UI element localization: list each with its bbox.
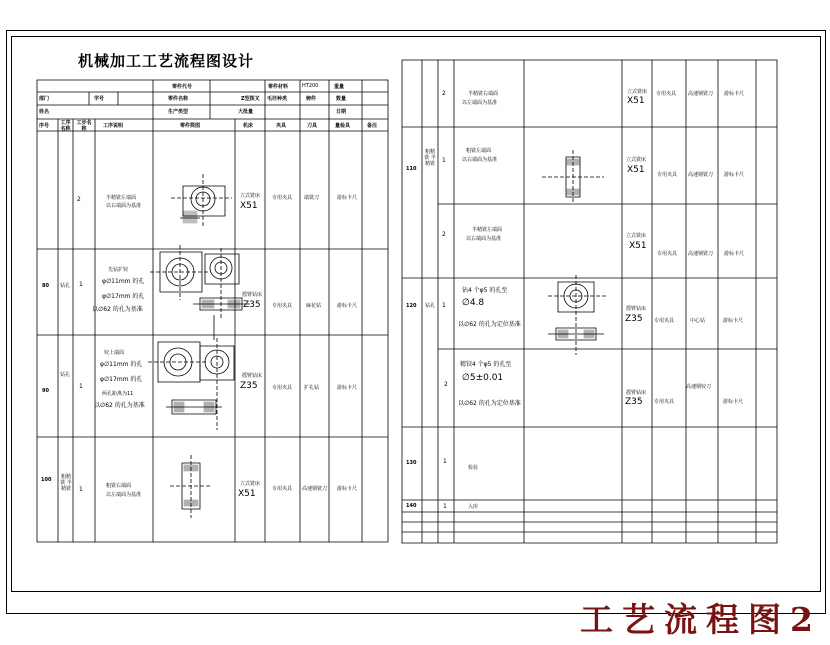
table-row-gauge: 游标卡尺 bbox=[724, 172, 745, 178]
table-row-step: 1 bbox=[443, 458, 447, 465]
part-sketch bbox=[548, 275, 606, 355]
col-fixture: 夹具 bbox=[276, 123, 287, 129]
table-row-machine-model: Z35 bbox=[625, 397, 643, 407]
col-remark: 备注 bbox=[367, 123, 378, 129]
col-tool: 刀具 bbox=[307, 123, 318, 129]
table-row-tool: 高速钢铣刀 bbox=[688, 251, 714, 257]
count-label: 数量 bbox=[336, 96, 347, 102]
table-row-machine: 立式铣床 bbox=[240, 193, 261, 199]
weight-label: 重量 bbox=[334, 84, 345, 90]
table-row-fixture: 专用夹具 bbox=[657, 251, 678, 257]
table-row-desc: 检验 bbox=[468, 465, 479, 471]
col-op: 工序名称 bbox=[60, 120, 71, 132]
table-row-tool: 高速钢铣刀 bbox=[688, 172, 714, 178]
table-row-op: 粗精铣 半精铣 bbox=[60, 474, 72, 492]
table-row-desc: 以右端面为基准 bbox=[466, 236, 502, 242]
table-row-op: 钻孔 bbox=[60, 283, 71, 289]
table-row-desc: 精铰4 个φ5 的孔至 bbox=[460, 361, 512, 368]
col-desc: 工序说明 bbox=[103, 123, 124, 129]
table-row-desc: 半精铣左端面 bbox=[106, 195, 137, 201]
table-row-desc: 半精铣右端面 bbox=[468, 91, 499, 97]
table-row-step: 2 bbox=[442, 90, 446, 97]
table-row-tool: 中心钻 bbox=[690, 318, 706, 324]
table-row-step: 1 bbox=[442, 302, 446, 309]
table-row-gauge: 游标卡尺 bbox=[723, 318, 744, 324]
table-row-desc: 粗铣右端面 bbox=[106, 483, 132, 489]
table-row-tool: 高速钢铣刀 bbox=[302, 486, 328, 492]
table-row-desc: φ∅11mm 的孔 bbox=[100, 361, 143, 368]
table-row-step: 1 bbox=[79, 281, 83, 288]
table-row-machine: 立式铣床 bbox=[627, 89, 648, 95]
table-row-machine: 摇臂钻床 bbox=[626, 390, 647, 396]
table-row-no: 90 bbox=[42, 388, 49, 394]
table-row-desc: ∅5±0.01 bbox=[462, 373, 504, 383]
table-row-fixture: 专用夹具 bbox=[657, 172, 678, 178]
part-sketch bbox=[148, 338, 234, 430]
table-row-desc: φ∅11mm 的孔 bbox=[102, 278, 145, 285]
page-title: 机械加工工艺流程图设计 bbox=[78, 52, 255, 70]
table-row-machine: 立式铣床 bbox=[240, 481, 261, 487]
part-sketch bbox=[542, 150, 604, 204]
table-row-machine: 摇臂钻床 bbox=[626, 306, 647, 312]
col-step: 工步名称 bbox=[76, 120, 92, 132]
blank-type-label: 毛坯种类 bbox=[267, 96, 288, 102]
table-row-step: 1 bbox=[79, 486, 83, 493]
table-row-desc: 两孔距离为11 bbox=[102, 391, 134, 397]
table-row-op: 钻孔 bbox=[60, 372, 71, 378]
table-row-gauge: 游标卡尺 bbox=[337, 195, 358, 201]
col-sketch: 零件简图 bbox=[180, 123, 201, 129]
table-row-desc: 以∅62 的孔为定位基准 bbox=[458, 400, 521, 407]
table-row-machine: 摇臂钻床 bbox=[242, 292, 263, 298]
table-row-no: 80 bbox=[42, 283, 49, 289]
table-row-step: 1 bbox=[79, 383, 83, 390]
part-name-value: Z型拨叉 bbox=[241, 96, 260, 102]
table-row-gauge: 游标卡尺 bbox=[337, 385, 358, 391]
material-value: HT200 bbox=[302, 83, 319, 89]
table-row-step: 2 bbox=[442, 231, 446, 238]
part-sketch bbox=[150, 245, 250, 340]
mass-production-label: 大批量 bbox=[238, 109, 254, 115]
table-row-machine: 立式铣床 bbox=[626, 157, 647, 163]
table-row-step: 1 bbox=[443, 503, 447, 510]
part-sketch bbox=[170, 455, 212, 518]
table-row-desc: 先钻扩铰 bbox=[108, 267, 129, 273]
table-row-machine-model: X51 bbox=[238, 489, 256, 499]
table-row-desc: 粗铣左端面 bbox=[466, 148, 492, 154]
col-machine: 机床 bbox=[243, 123, 254, 129]
material-label: 零件材料 bbox=[268, 84, 289, 90]
table-row-no: 130 bbox=[406, 460, 417, 466]
part-sketch bbox=[171, 174, 232, 226]
table-row-gauge: 游标卡尺 bbox=[337, 303, 358, 309]
table-row-tool: 麻花钻 bbox=[306, 303, 322, 309]
table-row-desc: 以左端面为基准 bbox=[106, 492, 142, 498]
table-row-fixture: 专用夹具 bbox=[272, 303, 293, 309]
table-row-machine-model: X51 bbox=[627, 96, 645, 106]
table-row-machine-model: Z35 bbox=[240, 381, 258, 391]
table-row-tool: 高速钢铰刀 bbox=[686, 384, 712, 390]
table-row-step: 2 bbox=[77, 196, 81, 203]
table-row-no: 120 bbox=[406, 303, 417, 309]
dept-label: 部门 bbox=[39, 96, 50, 102]
table-row-desc: 以右端面为基准 bbox=[106, 203, 142, 209]
name-label: 姓名 bbox=[39, 109, 50, 115]
table-row-tool: 端铣刀 bbox=[304, 195, 320, 201]
table-row-desc: 半精铣左端面 bbox=[472, 227, 503, 233]
table-row-fixture: 专用夹具 bbox=[272, 486, 293, 492]
table-row-desc: ∅4.8 bbox=[462, 298, 485, 308]
production-type-label: 生产类型 bbox=[168, 109, 189, 115]
table-row-machine-model: X51 bbox=[629, 241, 647, 251]
table-row-op: 钻孔 bbox=[425, 303, 436, 309]
table-row-desc: φ∅17mm 的孔 bbox=[102, 293, 145, 300]
table-row-gauge: 游标卡尺 bbox=[337, 486, 358, 492]
table-row-machine-model: Z35 bbox=[243, 300, 261, 310]
table-row-desc: 以左端面为基准 bbox=[462, 100, 498, 106]
table-row-fixture: 专用夹具 bbox=[656, 91, 677, 97]
table-row-tool: 高速钢铣刀 bbox=[688, 91, 714, 97]
table-row-gauge: 游标卡尺 bbox=[724, 251, 745, 257]
table-row-machine-model: X51 bbox=[627, 165, 645, 175]
table-row-desc: 以右端面为基准 bbox=[462, 157, 498, 163]
col-no: 序号 bbox=[39, 123, 50, 129]
table-row-desc: 以∅62 的孔为基准 bbox=[92, 306, 143, 313]
table-row-no: 140 bbox=[406, 503, 417, 509]
casting-label: 铸件 bbox=[306, 96, 317, 102]
table-row-desc: 入库 bbox=[468, 504, 479, 510]
table-row-op: 粗精铣 半精铣 bbox=[424, 149, 436, 167]
part-code-label: 零件代号 bbox=[172, 84, 193, 90]
table-row-fixture: 专用夹具 bbox=[272, 195, 293, 201]
table-row-fixture: 专用夹具 bbox=[654, 399, 675, 405]
table-row-gauge: 游标卡尺 bbox=[723, 399, 744, 405]
part-name-label: 零件名称 bbox=[168, 96, 189, 102]
student-no-label: 学号 bbox=[94, 96, 105, 102]
table-row-fixture: 专用夹具 bbox=[654, 318, 675, 324]
table-row-machine: 摇臂钻床 bbox=[242, 373, 263, 379]
col-gauge: 量检具 bbox=[335, 123, 351, 129]
table-row-no: 110 bbox=[406, 166, 417, 172]
footer-title: 工艺流程图2 bbox=[580, 600, 822, 639]
table-row-desc: φ∅17mm 的孔 bbox=[100, 376, 143, 383]
table-row-machine: 立式铣床 bbox=[626, 233, 647, 239]
table-row-step: 2 bbox=[444, 381, 448, 388]
table-row-desc: 以∅62 的孔为基准 bbox=[94, 402, 145, 409]
table-row-tool: 扩孔钻 bbox=[304, 385, 320, 391]
table-row-desc: 以∅62 的孔为定位基准 bbox=[458, 321, 521, 328]
table-row-step: 1 bbox=[442, 157, 446, 164]
table-row-desc: 钻4 个φ5 的孔至 bbox=[462, 287, 508, 294]
date-label: 日期 bbox=[336, 109, 347, 115]
table-row-desc: 铰上端面 bbox=[104, 350, 125, 356]
table-row-fixture: 专用夹具 bbox=[272, 385, 293, 391]
table-row-gauge: 游标卡尺 bbox=[724, 91, 745, 97]
table-row-no: 100 bbox=[41, 477, 52, 483]
table-row-machine-model: Z35 bbox=[625, 314, 643, 324]
table-row-machine-model: X51 bbox=[240, 201, 258, 211]
